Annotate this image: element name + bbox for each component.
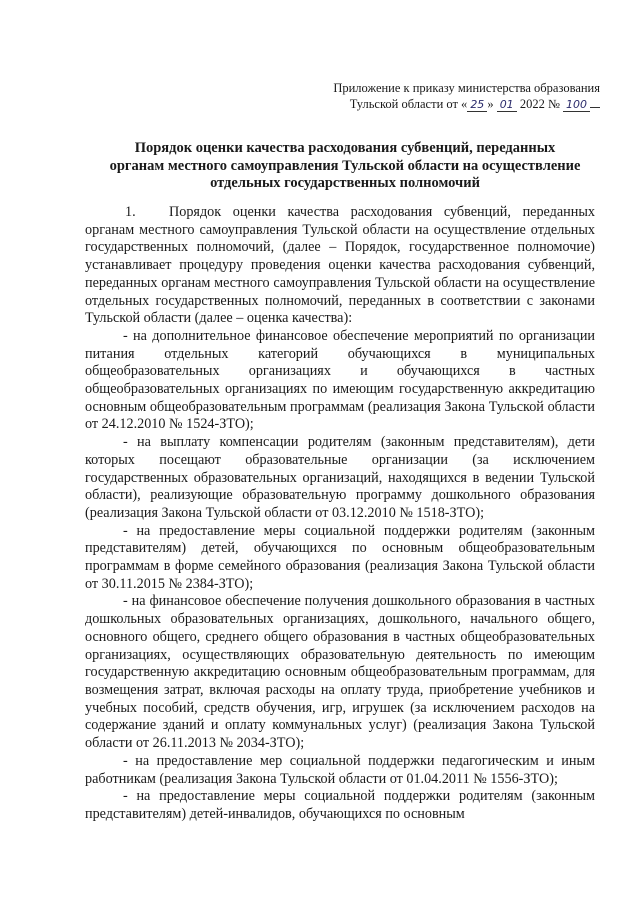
appendix-year-no: 2022 № bbox=[519, 97, 560, 111]
handwritten-day: 25 bbox=[467, 99, 487, 112]
paragraph-text: Порядок оценки качества расходования субвенций, переданных органам местного самоуправления Тульской области на осуществление отдельных государственных полномочий, (далее – Порядок, государственное полномочие) устанавливает процедуру проведения оценки качества расходования субвенций, переданных органам местного самоуправления Тульской области на осуществление отдельных государственных полномочий, переданных в соответствии с законами Тульской области (далее – оценка качества): bbox=[85, 204, 595, 327]
appendix-header bbox=[330, 80, 600, 112]
paragraph-7: - на предоставление меры социальной поддержки родителям (законным представителям) детей-инвалидов, обучающихся по основным bbox=[85, 788, 595, 822]
handwritten-month: 01 bbox=[497, 99, 517, 112]
title-line-1: Порядок оценки качества расходования субвенций, переданных bbox=[134, 140, 556, 156]
handwritten-number: 100 bbox=[563, 99, 590, 112]
paragraph-number: 1. bbox=[125, 204, 136, 220]
appendix-line-1: Приложение к приказу министерства образования bbox=[333, 81, 600, 95]
document-title bbox=[95, 140, 595, 193]
paragraph-6: - на предоставление мер социальной поддержки педагогическим и иным работникам (реализация Закона Тульской области от 01.04.2011 № 1556-ЗТО); bbox=[85, 752, 595, 787]
paragraph-3: - на выплату компенсации родителям (законным представителям), дети которых посещают образовательные организации (за исключением государственных образовательных организаций, находящихся в ведении Тульской области), реализующие образовательную программу дошкольного образования (реализация Закона Тульской области от 03.12.2010 № 1518-ЗТО); bbox=[85, 434, 595, 521]
title-line-3: отдельных государственных полномочий bbox=[210, 175, 480, 191]
appendix-quote-close: » bbox=[487, 97, 494, 111]
document-body bbox=[85, 204, 595, 824]
appendix-line-2-prefix: Тульской области от « bbox=[349, 97, 468, 111]
appendix-line-2 bbox=[330, 96, 600, 112]
paragraph-1 bbox=[85, 204, 595, 328]
number-underline bbox=[590, 96, 600, 108]
paragraph-4: - на предоставление меры социальной поддержки родителям (законным представителям) детей, обучающихся по основным общеобразовательным программам в форме семейного образования (реализация Закона Тульской области от 30.11.2015 № 2384-ЗТО); bbox=[85, 522, 595, 592]
paragraph-2: - на дополнительное финансовое обеспечение мероприятий по организации питания отдельных категорий обучающихся в муниципальных общеобразовательных организациях и обучающихся в частных общеобразовательных организациях по имеющим государственную аккредитацию основным общеобразовательным программам (реализация Закона Тульской области от 24.12.2010 № 1524-ЗТО); bbox=[85, 327, 595, 433]
title-line-2: органам местного самоуправления Тульской области на осуществление bbox=[109, 157, 581, 174]
paragraph-5: - на финансовое обеспечение получения дошкольного образования в частных дошкольных образовательных организациях, дошкольного, начального общего, основного общего, среднего общего образования в частных общеобразовательных организациях, осуществляющих образовательную деятельность по имеющим государственную аккредитацию основным общеобразовательным программам, для возмещения затрат, включая расходы на оплату труда, приобретение учебников и учебных пособий, средств обучения, игр, игрушек (за исключением расходов на содержание зданий и оплату коммунальных услуг) (реализация Закона Тульской области от 26.11.2013 № 2034-ЗТО); bbox=[85, 593, 595, 752]
